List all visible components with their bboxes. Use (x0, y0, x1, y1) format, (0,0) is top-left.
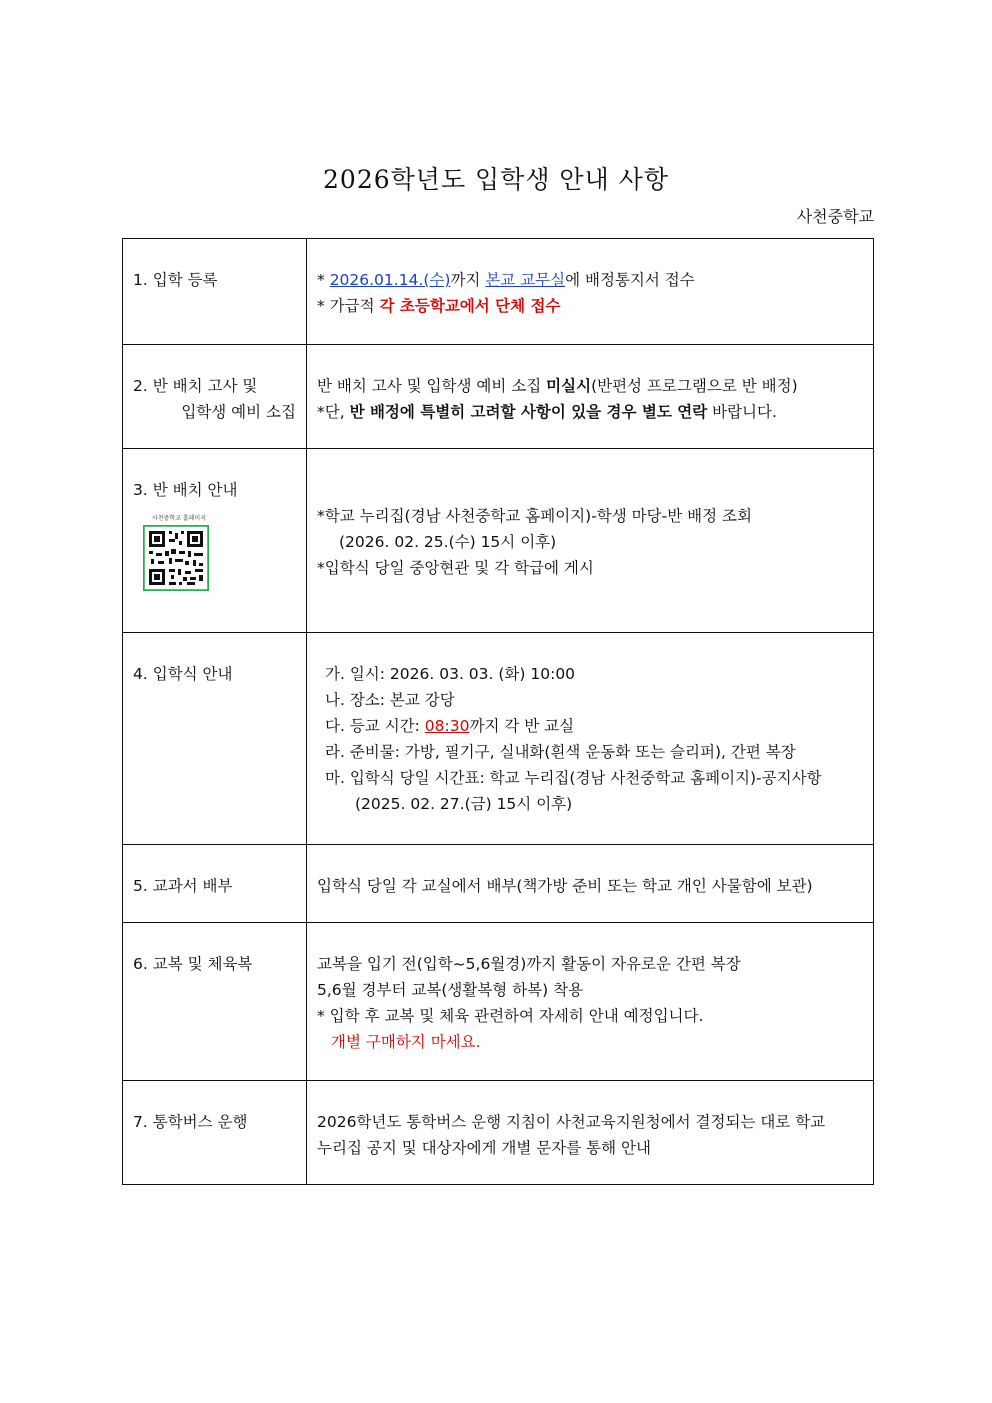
row-label-6 (123, 923, 307, 1081)
label-text: 2. 반 배치 고사 및 (133, 377, 258, 395)
row-label-2 (123, 345, 307, 449)
info-table (122, 238, 874, 1185)
arrival-time: 08:30 (424, 717, 470, 735)
text: 까지 각 반 교실 (469, 717, 575, 735)
row-label-3 (123, 449, 307, 633)
content-line: *입학식 당일 중앙현관 및 각 학급에 게시 (317, 559, 594, 577)
content-line: 라. 준비물: 가방, 필기구, 실내화(흰색 운동화 또는 슬리퍼), 간편 복장 (325, 743, 796, 761)
page-title: 2026학년도 입학생 안내 사항 (323, 165, 669, 194)
text: (반편성 프로그램으로 반 배정) (591, 377, 798, 395)
table-row (123, 845, 874, 923)
row-content-1 (307, 239, 874, 345)
content-line: * 입학 후 교복 및 체육 관련하여 자세히 안내 예정입니다. (317, 1007, 704, 1025)
content-line: 나. 장소: 본교 강당 (325, 691, 455, 709)
label-text: 6. 교복 및 체육복 (133, 955, 253, 973)
content-line: 누리집 공지 및 대상자에게 개별 문자를 통해 안내 (317, 1139, 651, 1157)
text: 다. 등교 시간: (325, 717, 425, 735)
content-line (317, 399, 867, 425)
content-line (317, 267, 867, 293)
highlight-text: 각 초등학교에서 단체 접수 (379, 297, 561, 315)
qr-code[interactable] (143, 513, 215, 595)
content-line: 5,6월 경부터 교복(생활복형 하복) 착용 (317, 981, 584, 999)
content-line (317, 713, 867, 739)
row-label-1 (123, 239, 307, 345)
row-content-4 (307, 633, 874, 845)
bullet: * (317, 271, 330, 289)
row-content-7 (307, 1081, 874, 1185)
text: 바랍니다. (707, 403, 777, 421)
table-row (123, 345, 874, 449)
content-line: 교복을 입기 전(입학~5,6월경)까지 활동이 자유로운 간편 복장 (317, 955, 741, 973)
content-line: 가. 일시: 2026. 03. 03. (화) 10:00 (325, 665, 576, 683)
content-line: *학교 누리집(경남 사천중학교 홈페이지)-학생 마당-반 배정 조회 (317, 507, 752, 525)
row-content-3 (307, 449, 874, 633)
label-text: 1. 입학 등록 (133, 271, 218, 289)
text: *단, (317, 403, 350, 421)
row-content-6 (307, 923, 874, 1081)
table-row (123, 923, 874, 1081)
content-line: (2025. 02. 27.(금) 15시 이후) (355, 795, 573, 813)
label-text: 4. 입학식 안내 (133, 665, 233, 683)
warning-text: 개별 구매하지 마세요. (331, 1033, 481, 1051)
bold-text: 반 배정에 특별히 고려할 사항이 있을 경우 별도 연락 (349, 403, 708, 421)
content-line (317, 293, 867, 319)
label-text: 3. 반 배치 안내 (133, 481, 238, 499)
content-line: 입학식 당일 각 교실에서 배부(책가방 준비 또는 학교 개인 사물함에 보관) (317, 877, 813, 895)
table-row (123, 633, 874, 845)
row-content-2 (307, 345, 874, 449)
label-text: 입학생 예비 소집 (181, 403, 296, 421)
label-text: 5. 교과서 배부 (133, 877, 233, 895)
table-row (123, 1081, 874, 1185)
text: * 가급적 (317, 297, 380, 315)
table-row (123, 239, 874, 345)
content-line: 2026학년도 통학버스 운행 지침이 사천교육지원청에서 결정되는 대로 학교 (317, 1113, 826, 1131)
row-label-7 (123, 1081, 307, 1185)
bold-text: 미실시 (546, 377, 592, 395)
table-row (123, 449, 874, 633)
row-label-4 (123, 633, 307, 845)
deadline-date: 2026.01.14.(수) (329, 271, 451, 289)
content-line: (2026. 02. 25.(수) 15시 이후) (339, 533, 557, 551)
office-location: 본교 교무실 (485, 271, 566, 289)
row-label-5 (123, 845, 307, 923)
row-content-5 (307, 845, 874, 923)
qr-caption: 사천중학교 홈페이지 (151, 515, 207, 522)
text: 반 배치 고사 및 입학생 예비 소집 (317, 377, 547, 395)
content-line (317, 373, 867, 399)
text: 에 배정통지서 접수 (565, 271, 695, 289)
text: 까지 (450, 271, 486, 289)
qr-code-icon (143, 525, 209, 591)
school-name: 사천중학교 (796, 207, 874, 226)
content-line: 마. 입학식 당일 시간표: 학교 누리집(경남 사천중학교 홈페이지)-공지사항 (325, 769, 822, 787)
label-text: 7. 통학버스 운행 (133, 1113, 248, 1131)
